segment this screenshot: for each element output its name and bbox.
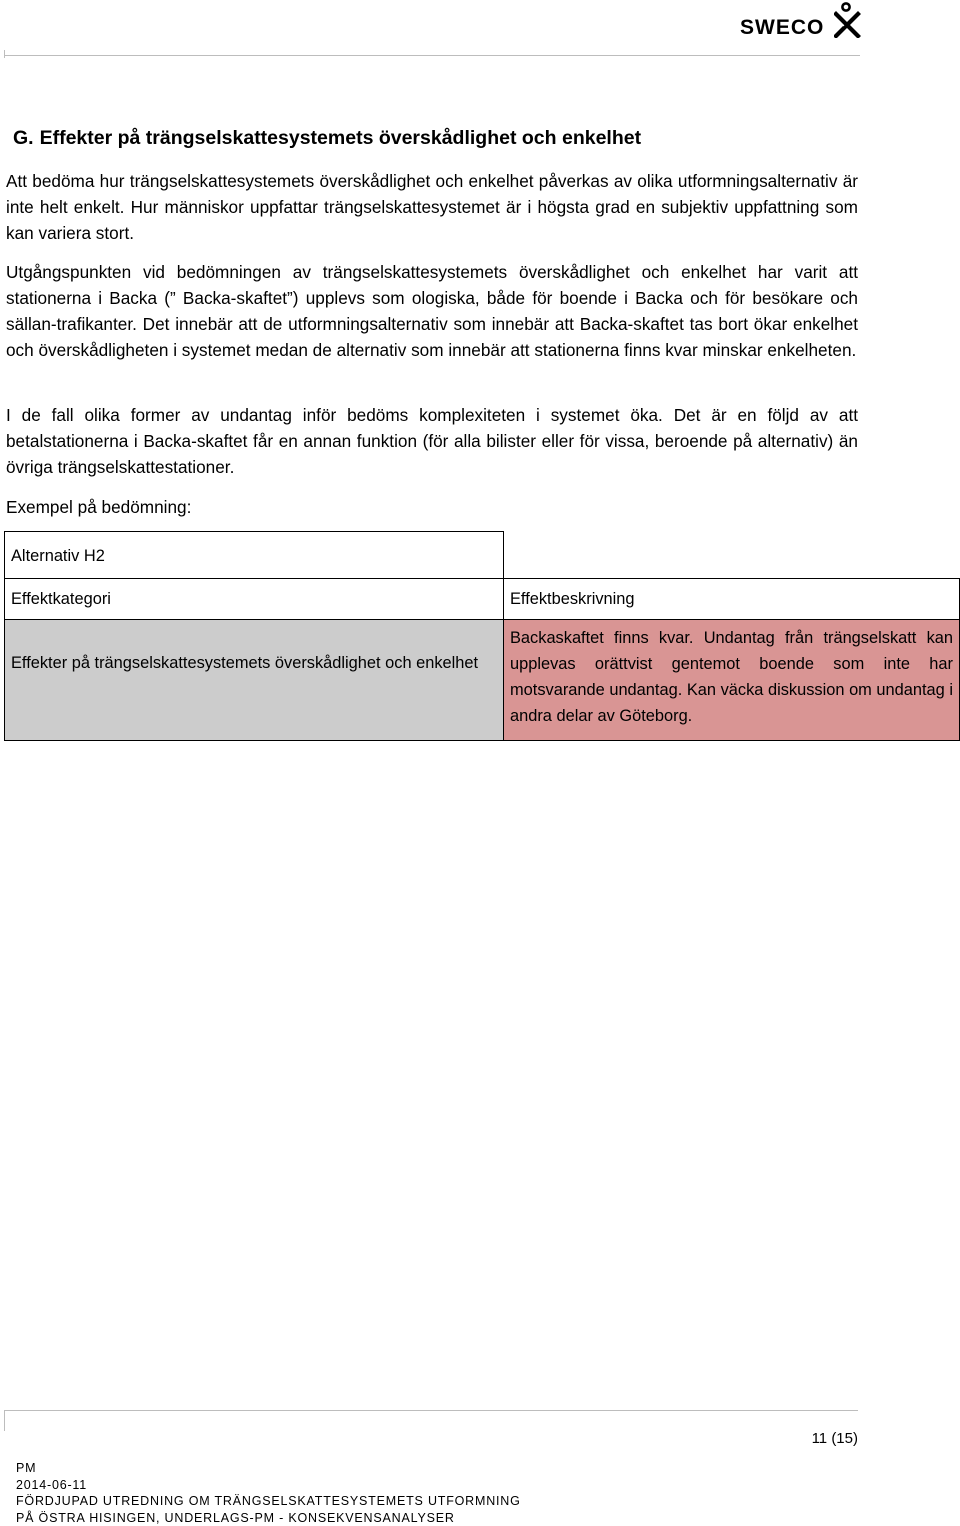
section-title: Effekter på trängselskattesystemets överskådlighet och enkelhet [40,127,642,149]
page-header [0,0,960,60]
table-header-description: Effektbeskrivning [503,578,960,620]
company-logo-text: SWECO [740,16,824,40]
table-cell-category: Effekter på trängselskattesystemets överskådlighet och enkelhet [4,619,504,741]
paragraph-exceptions: I de fall olika former av undantag inför bedöms komplexiteten i systemet öka. Det är en följd av att betalstationerna i Backa-skaftet får en annan funktion (för alla bilister eller för vissa, beroende på alternativ) än övriga trängselskattestationer. [6,402,858,480]
paragraph-intro: Att bedöma hur trängselskattesystemets överskådlighet och enkelhet påverkas av olika utformningsalternativ är inte helt enkelt. Hur människor uppfattar trängselskattesystemet är i högsta grad en subjektiv uppfattning som kan variera stort. [6,168,858,246]
page-number: 11 (15) [812,1430,858,1447]
table-header-category: Effektkategori [4,578,504,620]
paragraph-example-intro: Exempel på bedömning: [6,494,858,520]
footer-doc-type: PM [16,1460,521,1477]
table-alternative-cell: Alternativ H2 [4,531,504,579]
footer-info [16,1460,521,1526]
footer-divider [4,1410,858,1411]
paragraph-starting-point: Utgångspunkten vid bedömningen av trängselskattesystemets överskådlighet och enkelhet har varit att stationerna i Backa (” Backa-skaftet”) upplevs som ologiska, både för boende i Backa och för besökare och sällan-trafikanter. Det innebär att de utformningsalternativ som innebär att Backa-skaftet tas bort ökar enkelhet och överskådligheten i systemet medan de alternativ som innebär att stationerna finns kvar minskar enkelheten. [6,259,858,363]
footer-date: 2014-06-11 [16,1477,521,1494]
header-divider [4,55,860,56]
footer-project-line-2: PÅ ÖSTRA HISINGEN, UNDERLAGS-PM - KONSEKVENSANALYSER [16,1510,521,1526]
section-heading [13,127,641,150]
sweco-logo-icon [834,2,862,38]
footer-project-line-1: FÖRDJUPAD UTREDNING OM TRÄNGSELSKATTESYSTEMETS UTFORMNING [16,1493,521,1510]
table-cell-description: Backaskaftet finns kvar. Undantag från trängselskatt kan upplevas orättvist gentemot boende som inte har motsvarande undantag. Kan väcka diskussion om undantag i andra delar av Göteborg. [503,619,960,741]
section-number: G. [13,127,34,149]
